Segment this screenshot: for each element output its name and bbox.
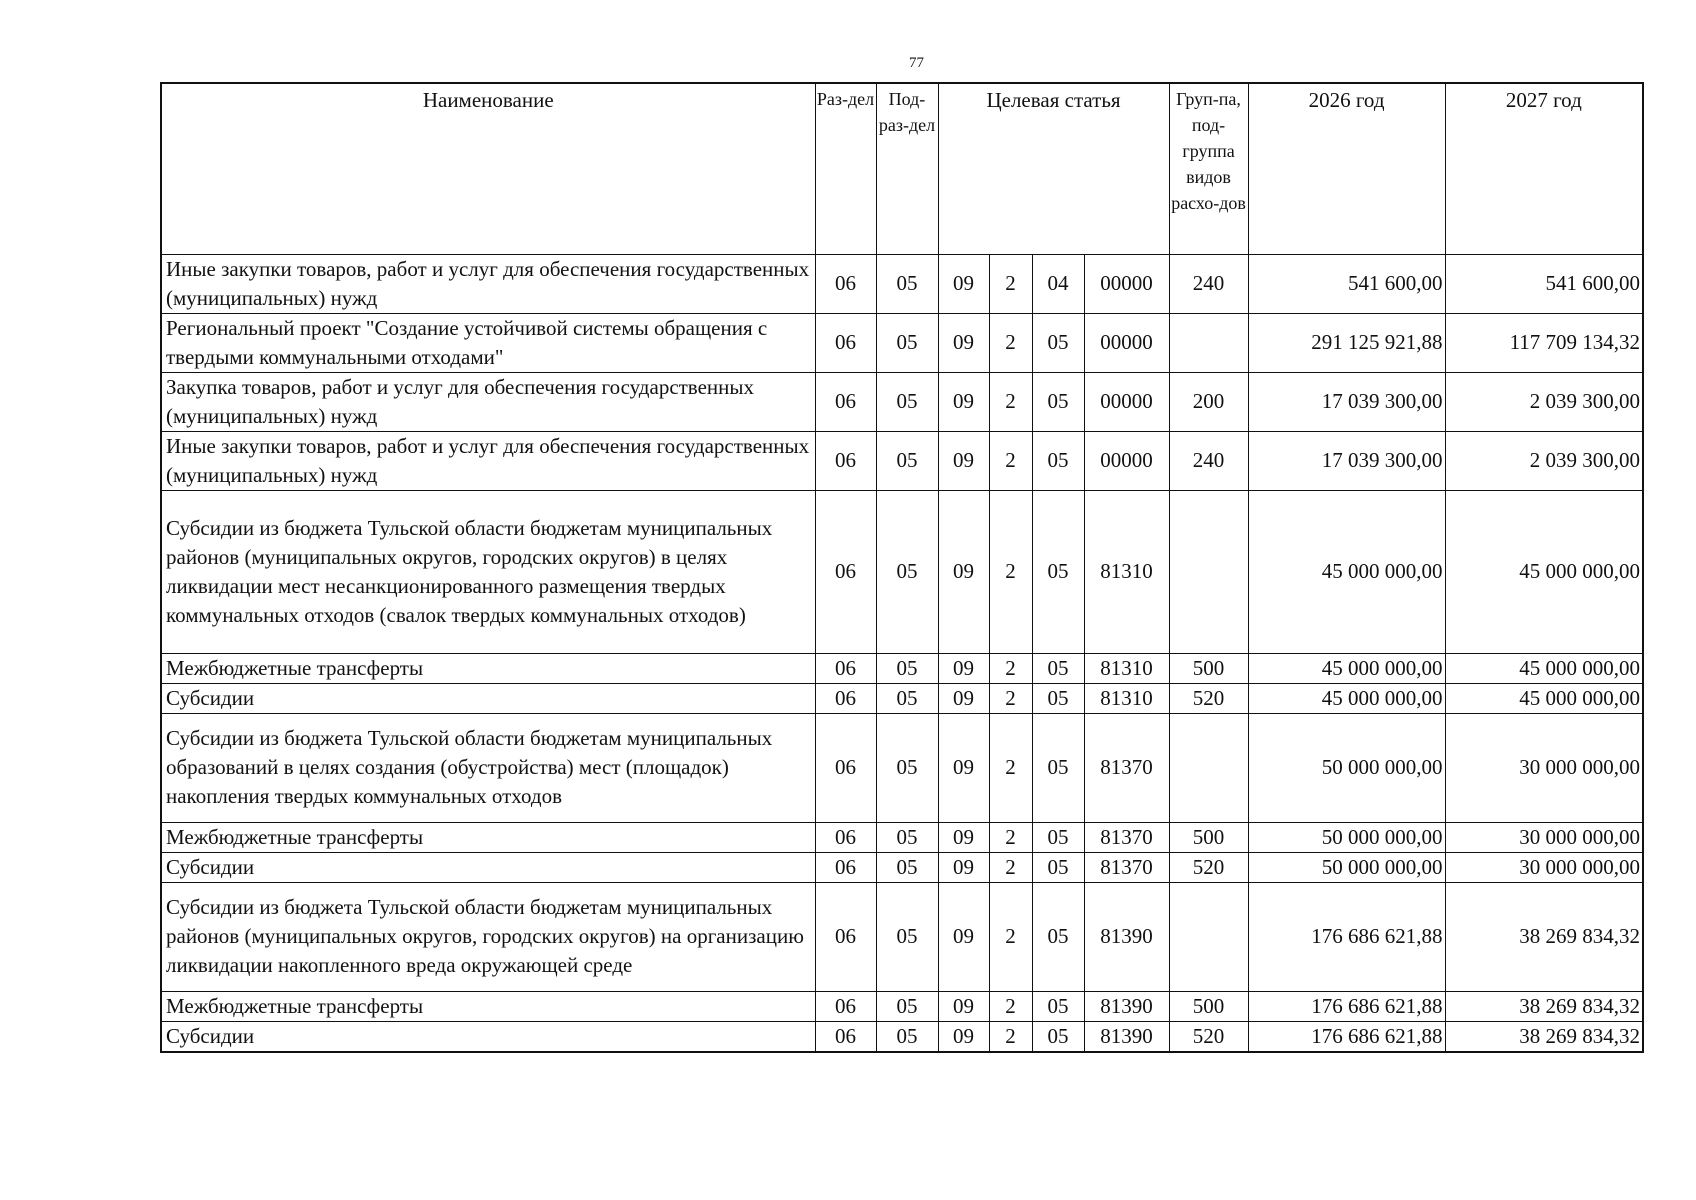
- table-header-row: [161, 83, 1643, 254]
- cell-expense-group: 500: [1169, 991, 1248, 1021]
- cell-amount-2026: 291 125 921,88: [1248, 313, 1445, 372]
- cell-name: Субсидии из бюджета Тульской области бюджетам муниципальных районов (муниципальных округов, городских округов) на организацию ликвидации накопленного вреда окружающей среде: [161, 882, 815, 991]
- cell-name: Субсидии: [161, 683, 815, 713]
- table-row: [161, 713, 1643, 822]
- cell-amount-2027: 45 000 000,00: [1445, 653, 1643, 683]
- cell-name: Субсидии из бюджета Тульской области бюджетам муниципальных образований в целях создания (обустройства) мест (площадок) накопления твердых коммунальных отходов: [161, 713, 815, 822]
- table-row: [161, 431, 1643, 490]
- cell-direction: 00000: [1084, 372, 1169, 431]
- cell-structural-element: 05: [1032, 653, 1084, 683]
- table-row: [161, 372, 1643, 431]
- cell-direction: 81370: [1084, 822, 1169, 852]
- cell-section: 06: [815, 991, 876, 1021]
- cell-subsection: 05: [876, 653, 938, 683]
- table-row: [161, 653, 1643, 683]
- cell-name: Региональный проект "Создание устойчивой системы обращения с твердыми коммунальными отходами": [161, 313, 815, 372]
- cell-subsection: 05: [876, 882, 938, 991]
- table-row: [161, 1021, 1643, 1052]
- cell-structural-element: 05: [1032, 313, 1084, 372]
- cell-structural-element: 05: [1032, 852, 1084, 882]
- cell-section: 06: [815, 683, 876, 713]
- cell-program: 09: [938, 683, 989, 713]
- cell-program-type: 2: [989, 991, 1032, 1021]
- cell-program: 09: [938, 991, 989, 1021]
- cell-subsection: 05: [876, 1021, 938, 1052]
- cell-name: Иные закупки товаров, работ и услуг для обеспечения государственных (муниципальных) нужд: [161, 254, 815, 313]
- header-year-2027: 2027 год: [1445, 83, 1643, 254]
- header-target-article: Целевая статья: [938, 83, 1169, 254]
- cell-structural-element: 05: [1032, 683, 1084, 713]
- cell-subsection: 05: [876, 490, 938, 653]
- header-expense-group: Груп-па, под-группа видов расхо-дов: [1169, 83, 1248, 254]
- cell-amount-2026: 17 039 300,00: [1248, 431, 1445, 490]
- cell-expense-group: [1169, 313, 1248, 372]
- cell-subsection: 05: [876, 683, 938, 713]
- cell-amount-2026: 50 000 000,00: [1248, 822, 1445, 852]
- cell-amount-2027: 45 000 000,00: [1445, 490, 1643, 653]
- cell-section: 06: [815, 254, 876, 313]
- cell-direction: 81390: [1084, 882, 1169, 991]
- cell-structural-element: 05: [1032, 713, 1084, 822]
- cell-structural-element: 05: [1032, 431, 1084, 490]
- cell-subsection: 05: [876, 822, 938, 852]
- cell-program-type: 2: [989, 822, 1032, 852]
- cell-amount-2026: 45 000 000,00: [1248, 490, 1445, 653]
- cell-program-type: 2: [989, 683, 1032, 713]
- header-name: Наименование: [161, 83, 815, 254]
- cell-subsection: 05: [876, 372, 938, 431]
- cell-program: 09: [938, 882, 989, 991]
- cell-direction: 81310: [1084, 490, 1169, 653]
- table-row: [161, 822, 1643, 852]
- cell-program-type: 2: [989, 313, 1032, 372]
- cell-structural-element: 05: [1032, 991, 1084, 1021]
- cell-amount-2027: 2 039 300,00: [1445, 431, 1643, 490]
- table-row: [161, 882, 1643, 991]
- cell-name: Закупка товаров, работ и услуг для обеспечения государственных (муниципальных) нужд: [161, 372, 815, 431]
- cell-amount-2026: 45 000 000,00: [1248, 683, 1445, 713]
- cell-program-type: 2: [989, 1021, 1032, 1052]
- cell-subsection: 05: [876, 852, 938, 882]
- cell-section: 06: [815, 372, 876, 431]
- cell-amount-2027: 117 709 134,32: [1445, 313, 1643, 372]
- header-year-2026: 2026 год: [1248, 83, 1445, 254]
- cell-program: 09: [938, 852, 989, 882]
- cell-amount-2027: 38 269 834,32: [1445, 882, 1643, 991]
- cell-expense-group: 200: [1169, 372, 1248, 431]
- cell-subsection: 05: [876, 991, 938, 1021]
- cell-amount-2026: 176 686 621,88: [1248, 1021, 1445, 1052]
- cell-expense-group: [1169, 882, 1248, 991]
- cell-program: 09: [938, 822, 989, 852]
- header-section: Раз-дел: [815, 83, 876, 254]
- cell-program-type: 2: [989, 490, 1032, 653]
- cell-expense-group: 240: [1169, 254, 1248, 313]
- cell-name: Межбюджетные трансферты: [161, 822, 815, 852]
- table-row: [161, 490, 1643, 653]
- cell-program: 09: [938, 313, 989, 372]
- cell-expense-group: 500: [1169, 822, 1248, 852]
- cell-program-type: 2: [989, 254, 1032, 313]
- cell-direction: 00000: [1084, 254, 1169, 313]
- cell-section: 06: [815, 822, 876, 852]
- cell-structural-element: 05: [1032, 372, 1084, 431]
- cell-subsection: 05: [876, 431, 938, 490]
- cell-program-type: 2: [989, 852, 1032, 882]
- cell-amount-2026: 50 000 000,00: [1248, 713, 1445, 822]
- cell-section: 06: [815, 852, 876, 882]
- cell-amount-2027: 541 600,00: [1445, 254, 1643, 313]
- cell-program-type: 2: [989, 372, 1032, 431]
- cell-section: 06: [815, 653, 876, 683]
- budget-table: [160, 82, 1644, 1053]
- cell-program: 09: [938, 490, 989, 653]
- cell-section: 06: [815, 713, 876, 822]
- table-row: [161, 313, 1643, 372]
- cell-structural-element: 05: [1032, 1021, 1084, 1052]
- cell-program-type: 2: [989, 653, 1032, 683]
- cell-structural-element: 05: [1032, 822, 1084, 852]
- cell-program: 09: [938, 713, 989, 822]
- cell-program-type: 2: [989, 431, 1032, 490]
- cell-expense-group: 240: [1169, 431, 1248, 490]
- cell-name: Межбюджетные трансферты: [161, 653, 815, 683]
- cell-amount-2027: 38 269 834,32: [1445, 991, 1643, 1021]
- cell-amount-2026: 45 000 000,00: [1248, 653, 1445, 683]
- cell-amount-2026: 176 686 621,88: [1248, 882, 1445, 991]
- cell-direction: 81390: [1084, 991, 1169, 1021]
- cell-direction: 81370: [1084, 713, 1169, 822]
- cell-subsection: 05: [876, 713, 938, 822]
- header-subsection: Под-раз-дел: [876, 83, 938, 254]
- cell-section: 06: [815, 882, 876, 991]
- cell-direction: 81310: [1084, 653, 1169, 683]
- cell-amount-2027: 30 000 000,00: [1445, 822, 1643, 852]
- cell-program-type: 2: [989, 713, 1032, 822]
- cell-amount-2027: 38 269 834,32: [1445, 1021, 1643, 1052]
- cell-amount-2026: 176 686 621,88: [1248, 991, 1445, 1021]
- cell-direction: 00000: [1084, 313, 1169, 372]
- cell-program: 09: [938, 431, 989, 490]
- cell-section: 06: [815, 1021, 876, 1052]
- cell-amount-2026: 17 039 300,00: [1248, 372, 1445, 431]
- cell-expense-group: 520: [1169, 1021, 1248, 1052]
- table-row: [161, 991, 1643, 1021]
- table-row: [161, 683, 1643, 713]
- cell-program: 09: [938, 1021, 989, 1052]
- cell-subsection: 05: [876, 313, 938, 372]
- cell-direction: 81310: [1084, 683, 1169, 713]
- cell-name: Иные закупки товаров, работ и услуг для обеспечения государственных (муниципальных) нужд: [161, 431, 815, 490]
- cell-structural-element: 05: [1032, 882, 1084, 991]
- cell-direction: 81390: [1084, 1021, 1169, 1052]
- table-row: [161, 254, 1643, 313]
- page-number: 77: [909, 55, 924, 71]
- cell-direction: 81370: [1084, 852, 1169, 882]
- cell-amount-2026: 50 000 000,00: [1248, 852, 1445, 882]
- cell-expense-group: [1169, 713, 1248, 822]
- cell-amount-2027: 45 000 000,00: [1445, 683, 1643, 713]
- cell-name: Субсидии из бюджета Тульской области бюджетам муниципальных районов (муниципальных округов, городских округов) в целях ликвидации мест несанкционированного размещения твердых коммунальных отходов (свалок твердых коммунальных отходов): [161, 490, 815, 653]
- cell-amount-2027: 30 000 000,00: [1445, 852, 1643, 882]
- cell-program: 09: [938, 653, 989, 683]
- cell-amount-2027: 30 000 000,00: [1445, 713, 1643, 822]
- cell-amount-2027: 2 039 300,00: [1445, 372, 1643, 431]
- cell-program: 09: [938, 372, 989, 431]
- cell-structural-element: 05: [1032, 490, 1084, 653]
- cell-expense-group: 520: [1169, 852, 1248, 882]
- cell-structural-element: 04: [1032, 254, 1084, 313]
- cell-section: 06: [815, 313, 876, 372]
- cell-direction: 00000: [1084, 431, 1169, 490]
- cell-name: Межбюджетные трансферты: [161, 991, 815, 1021]
- cell-name: Субсидии: [161, 1021, 815, 1052]
- cell-name: Субсидии: [161, 852, 815, 882]
- cell-expense-group: [1169, 490, 1248, 653]
- cell-section: 06: [815, 490, 876, 653]
- cell-section: 06: [815, 431, 876, 490]
- cell-expense-group: 500: [1169, 653, 1248, 683]
- cell-subsection: 05: [876, 254, 938, 313]
- table-row: [161, 852, 1643, 882]
- cell-amount-2026: 541 600,00: [1248, 254, 1445, 313]
- cell-program-type: 2: [989, 882, 1032, 991]
- cell-expense-group: 520: [1169, 683, 1248, 713]
- cell-program: 09: [938, 254, 989, 313]
